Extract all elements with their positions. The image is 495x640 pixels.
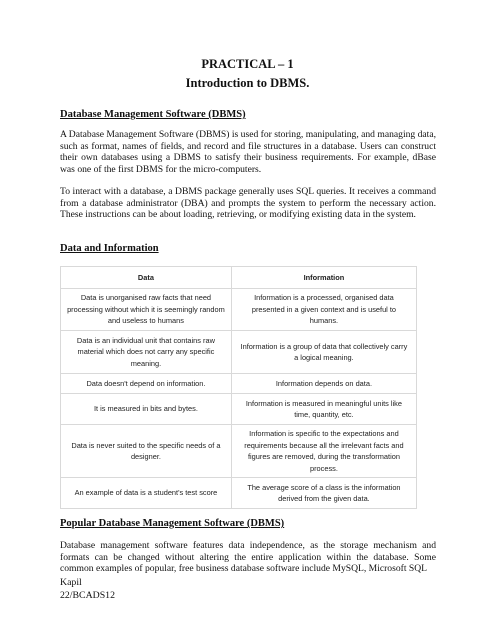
table-cell-information: Information is a processed, organised data presented in a given context and is useful to humans. (231, 289, 416, 331)
table-row (61, 394, 417, 425)
table-cell-data: Data is an individual unit that contains raw material which does not carry any specific meaning. (61, 331, 232, 374)
table-cell-information: Information depends on data. (231, 374, 416, 394)
table-row (61, 425, 417, 478)
page-footer (60, 577, 115, 602)
paragraph-popular-dbms: Database management software features data independence, as the storage mechanism and formats can be changed without altering the entire application within the database. Some common examples of popular, free business database software include MySQL, Microsoft SQL (60, 540, 436, 575)
paragraph-dbms-interaction: To interact with a database, a DBMS package generally uses SQL queries. It receives a command from a database administrator (DBA) and prompts the system to perform the necessary action. These instructions can be about loading, retrieving, or modifying existing data in the system. (60, 186, 436, 221)
table-row (61, 289, 417, 331)
document-title: PRACTICAL – 1 (201, 57, 294, 71)
section-heading-dbms: Database Management Software (DBMS) (60, 109, 246, 120)
table-cell-data: Data doesn't depend on information. (61, 374, 232, 394)
table-cell-information: Information is specific to the expectations and requirements because all the irrelevant facts and figures are removed, during the transformation process. (231, 425, 416, 478)
table-cell-data: It is measured in bits and bytes. (61, 394, 232, 425)
footer-roll-number: 22/BCADS12 (60, 589, 115, 601)
table-header-information: Information (231, 267, 416, 289)
table-cell-data: Data is never suited to the specific needs of a designer. (61, 425, 232, 478)
section-heading-popular-dbms: Popular Database Management Software (DBMS) (60, 518, 285, 529)
table-header-row (61, 267, 417, 289)
paragraph-dbms-definition: A Database Management Software (DBMS) is used for storing, manipulating, and managing data, such as format, names of fields, and record and file structures in a database. Users can construct their own databases using a DBMS to satisfy their business requirements. For example, dBase was one of the first DBMS for the micro-computers. (60, 129, 436, 175)
table-row (61, 374, 417, 394)
document-subtitle: Introduction to DBMS. (185, 76, 310, 90)
section-heading-data-information: Data and Information (60, 243, 159, 254)
table-cell-information: Information is measured in meaningful units like time, quantity, etc. (231, 394, 416, 425)
table-cell-information: Information is a group of data that collectively carry a logical meaning. (231, 331, 416, 374)
table-cell-information: The average score of a class is the information derived from the given data. (231, 478, 416, 509)
footer-author-name: Kapil (60, 577, 82, 588)
data-information-table (60, 266, 417, 509)
table-cell-data: Data is unorganised raw facts that need processing without which it is seemingly random and useless to humans (61, 289, 232, 331)
table-header-data: Data (61, 267, 232, 289)
table-cell-data: An example of data is a student's test score (61, 478, 232, 509)
table-row (61, 331, 417, 374)
table-row (61, 478, 417, 509)
